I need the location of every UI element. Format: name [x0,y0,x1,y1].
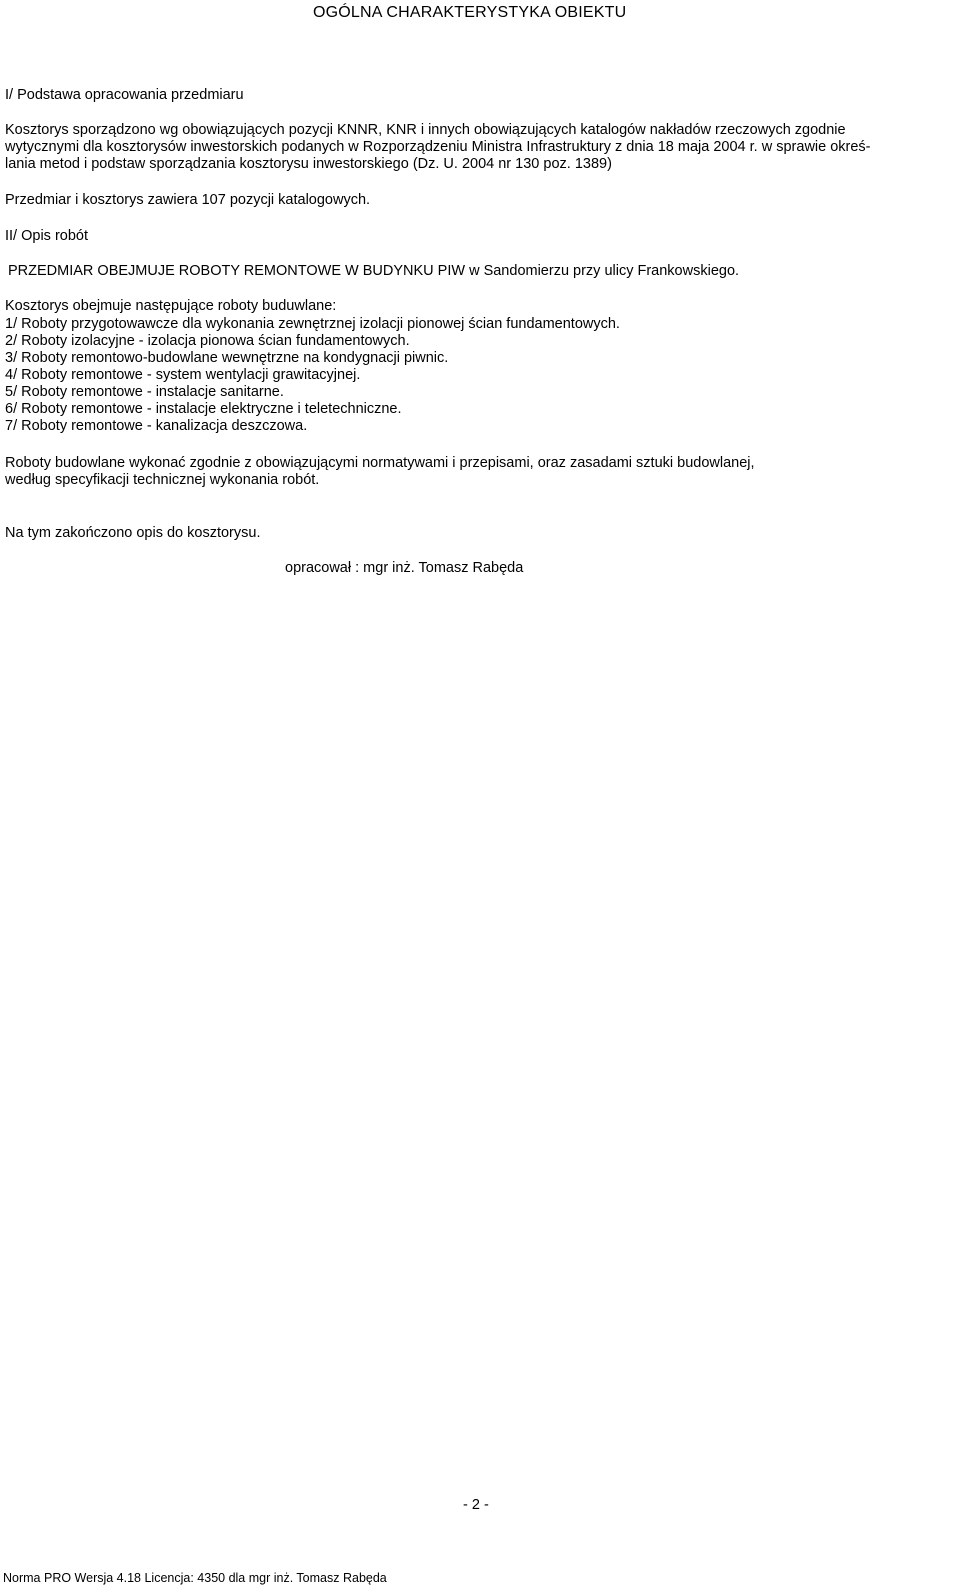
document-title: OGÓLNA CHARAKTERYSTYKA OBIEKTU [313,4,627,21]
works-list-item: 3/ Roboty remontowo-budowlane wewnętrzne na kondygnacji piwnic. [5,350,449,366]
footer-license: Norma PRO Wersja 4.18 Licencja: 4350 dla mgr inż. Tomasz Rabęda [3,1571,387,1585]
end-note: Na tym zakończono opis do kosztorysu. [5,525,261,541]
works-list-item: 2/ Roboty izolacyjne - izolacja pionowa ścian fundamentowych. [5,333,410,349]
works-list-item: 5/ Roboty remontowe - instalacje sanitarne. [5,384,284,400]
works-list-item: 7/ Roboty remontowe - kanalizacja deszczowa. [5,418,308,434]
section1-heading: I/ Podstawa opracowania przedmiaru [5,87,244,103]
positions-note: Przedmiar i kosztorys zawiera 107 pozycji katalogowych. [5,192,371,208]
section1-paragraph-line: lania metod i podstaw sporządzania kosztorysu inwestorskiego (Dz. U. 2004 nr 130 poz. 1389) [5,156,612,172]
works-list-item: 1/ Roboty przygotowawcze dla wykonania zewnętrznej izolacji pionowej ścian fundamentowych. [5,316,620,332]
section1-paragraph-line: wytycznymi dla kosztorysów inwestorskich podanych w Rozporządzeniu Ministra Infrastruktury z dnia 18 maja 2004 r. w sprawie okreś- [5,139,871,155]
section2-heading: II/ Opis robót [5,228,89,244]
signature: opracował : mgr inż. Tomasz Rabęda [285,560,524,576]
works-intro: Kosztorys obejmuje następujące roboty buduwlane: [5,298,337,314]
section1-paragraph-line: Kosztorys sporządzono wg obowiązujących pozycji KNNR, KNR i innych obowiązujących katalogów nakładów rzeczowych zgodnie [5,122,846,138]
works-list-item: 4/ Roboty remontowe - system wentylacji grawitacyjnej. [5,367,361,383]
works-list-item: 6/ Roboty remontowe - instalacje elektryczne i teletechniczne. [5,401,402,417]
scope-statement: PRZEDMIAR OBEJMUJE ROBOTY REMONTOWE W BUDYNKU PIW w Sandomierzu przy ulicy Frankowskiego. [8,263,740,279]
page-number: - 2 - [463,1497,489,1513]
closing-paragraph-line: Roboty budowlane wykonać zgodnie z obowiązującymi normatywami i przepisami, oraz zasadami sztuki budowlanej, [5,455,755,471]
closing-paragraph-line: według specyfikacji technicznej wykonania robót. [5,472,320,488]
